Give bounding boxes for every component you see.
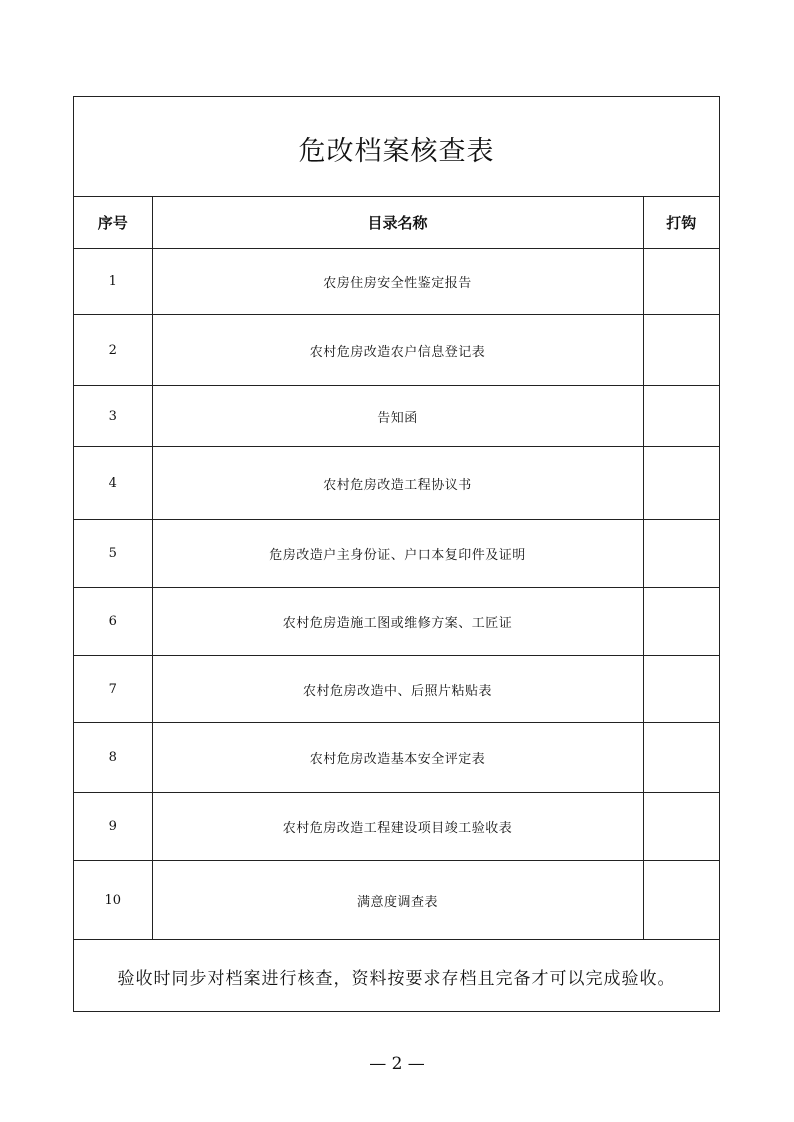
row-serial: 5 (74, 520, 152, 588)
header-serial: 序号 (74, 196, 152, 249)
footer-note: 验收时同步对档案进行核查，资料按要求存档且完备才可以完成验收。 (117, 968, 676, 989)
row-check-cell[interactable] (643, 249, 719, 315)
row-item-name: 农村危房改造工程建设项目竣工验收表 (152, 793, 643, 861)
row-serial: 10 (74, 861, 152, 940)
header-item-name: 目录名称 (152, 196, 643, 249)
row-check-cell[interactable] (643, 723, 719, 793)
row-check-cell[interactable] (643, 861, 719, 940)
table-header-row (74, 196, 719, 249)
row-check-cell[interactable] (643, 447, 719, 520)
table-row (74, 723, 719, 793)
table-row (74, 447, 719, 520)
row-item-name: 农村危房改造基本安全评定表 (152, 723, 643, 793)
row-serial: 4 (74, 447, 152, 520)
row-item-name: 农房住房安全性鉴定报告 (152, 249, 643, 315)
row-item-name: 农村危房改造工程协议书 (152, 447, 643, 520)
row-item-name: 农村危房造施工图或维修方案、工匠证 (152, 588, 643, 656)
footer-row (74, 941, 719, 1011)
row-serial: 9 (74, 793, 152, 861)
table-row (74, 315, 719, 386)
table-row (74, 386, 719, 447)
row-item-name: 满意度调查表 (152, 861, 643, 940)
row-check-cell[interactable] (643, 315, 719, 386)
row-check-cell[interactable] (643, 588, 719, 656)
check-table (74, 196, 719, 940)
page-number: — 2 — (369, 1054, 425, 1074)
row-serial: 3 (74, 386, 152, 447)
row-serial: 6 (74, 588, 152, 656)
form-title: 危改档案核查表 (298, 136, 495, 167)
table-row (74, 588, 719, 656)
table-row (74, 861, 719, 940)
row-check-cell[interactable] (643, 520, 719, 588)
row-serial: 2 (74, 315, 152, 386)
archive-check-form (73, 96, 720, 1012)
row-check-cell[interactable] (643, 386, 719, 447)
title-row (74, 97, 719, 197)
row-check-cell[interactable] (643, 656, 719, 723)
row-check-cell[interactable] (643, 793, 719, 861)
table-row (74, 656, 719, 723)
table-row (74, 249, 719, 315)
row-item-name: 农村危房改造中、后照片粘贴表 (152, 656, 643, 723)
header-check: 打钩 (643, 196, 719, 249)
row-item-name: 农村危房改造农户信息登记表 (152, 315, 643, 386)
row-serial: 8 (74, 723, 152, 793)
table-row (74, 793, 719, 861)
table-row (74, 520, 719, 588)
row-serial: 1 (74, 249, 152, 315)
row-serial: 7 (74, 656, 152, 723)
row-item-name: 危房改造户主身份证、户口本复印件及证明 (152, 520, 643, 588)
row-item-name: 告知函 (152, 386, 643, 447)
